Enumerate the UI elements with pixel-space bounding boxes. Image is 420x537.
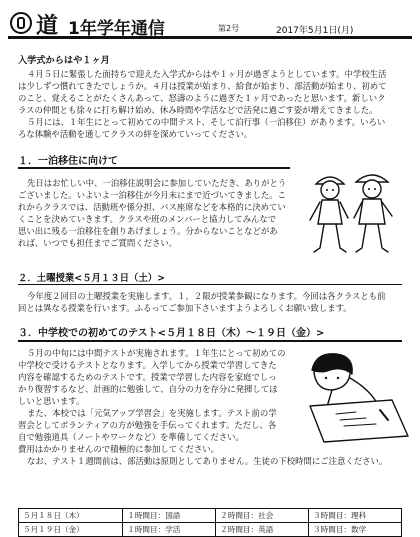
section-underline (18, 340, 402, 342)
paragraph-line: ４月５日に緊張した面持ちで迎えた入学式からはや１ヶ月が過ぎようとしています。中学校生活 (27, 69, 387, 79)
paragraph-line: 習会としてボランティアの方が勉強を手伝ってくれます。ただし、各 (18, 420, 277, 430)
section-heading-first-test: ３．中学校での初めてのテスト<５月１８日（木）～１９日（金）> (18, 328, 325, 339)
paragraph-line: ５月には、１年生にとって初めての中間テスト、そして泊行事（一泊移住）があります。いろい (27, 117, 386, 127)
paragraph-line: ラスの仲間とも徐々に打ち解け始め、休み時間や学活などで活発に過ごす姿が増えてきました。 (18, 105, 378, 115)
issue-number: 第2号 (218, 24, 240, 33)
schedule-period: ２時間目：社会 (216, 509, 309, 523)
newsletter-mark: 道 (36, 14, 60, 39)
paragraph-line: 費用はかかりませんので積極的に参加してください。 (18, 444, 219, 454)
newsletter-title: 1年学年通信 (68, 19, 165, 39)
test-schedule-table (18, 508, 402, 537)
section-underline (18, 284, 402, 285)
paragraph-line: 回とは異なる授業を行います。ふるってご参加下さいますようよろしくお願い致します。 (18, 303, 352, 313)
table-row (19, 509, 402, 523)
paragraph-line: ございました。いよいよ一泊移住が今月末にまで近づいてきました。こ (18, 190, 286, 200)
studying-student-illustration (296, 348, 412, 444)
section-heading-retreat: １．一泊移住に向けて (18, 156, 118, 167)
paragraph-line: なお、テスト１週間前は、部活動は原則としてありません。生徒の下校時間にご注意ください。 (27, 456, 388, 466)
paragraph-line: のこと、覚えることがたくさんあって、怒濤のように過ぎた１ヶ月であったと思います。新しいク (18, 93, 386, 103)
school-emblem-icon (10, 12, 32, 34)
paragraph-line: ５月の中旬には中間テストが実施されます。１年生にとって初めての (27, 348, 286, 358)
saturday-class-body (18, 290, 386, 314)
schedule-date: ５月１８日（木） (19, 509, 123, 523)
paragraph-line: 思い出に残る一泊移住を創りあげましょう。分からないことなどがあ (18, 226, 278, 236)
paragraph-line: 先日はお忙しい中、一泊移住説明会に参加していただき、ありがとう (27, 178, 287, 188)
paragraph-line: かり復習するなど、計画的に勉強して、自分の力を存分に発揮してほ (18, 384, 278, 394)
retreat-body (18, 177, 286, 249)
schedule-period: １時間目：国語 (123, 509, 216, 523)
paragraph-line: は少しずつ慣れてきたでしょうか。４月は授業が始まり、給食が始まり、部活動が始まり、初めて (18, 81, 387, 91)
paragraph-line: 中学校で受けるテストとなります。入学してから授業で学習してきた (18, 360, 277, 370)
schedule-period: ３時間目：理科 (309, 509, 402, 523)
section-heading-saturday-class: ２．土曜授業<５月１３日（土）> (18, 273, 165, 284)
paragraph-line: また、本校では「元気アップ学習会」を実施します。テスト前の学 (27, 408, 277, 418)
issue-date: 2017年5月1日(月) (276, 26, 354, 36)
paragraph-line: しいと思います。 (18, 396, 85, 406)
paragraph-line: ろな体験や活動を通してクラスの絆を深めていってください。 (18, 129, 253, 139)
paragraph-line: 内容を確認するためのテストです。授業で学習した内容を家庭でしっ (18, 372, 277, 382)
paragraph-line: 今年度２回目の土曜授業を実施します。１，２限が授業参観になります。今回は各クラスとも前 (27, 291, 386, 301)
intro-heading: 入学式からはや１ヶ月 (18, 55, 110, 66)
paragraph-line: くことを決めていきます。クラスや班のメンバーと協力してみんなで (18, 214, 277, 224)
hiking-students-illustration (300, 162, 410, 260)
paragraph-line: れからクラスでは、活動班や係分担、バス座席などを本格的に決めてい (18, 202, 286, 212)
schedule-period: １時間目：学活 (123, 523, 216, 537)
schedule-period: ３時間目：数学 (309, 523, 402, 537)
paragraph-line: れば、いつでも担任までご質問ください。 (18, 238, 178, 248)
section-underline (18, 167, 290, 169)
table-row (19, 523, 402, 537)
intro-body (18, 68, 387, 140)
schedule-date: ５月１９日（金） (19, 523, 123, 537)
schedule-period: ２時間目：英語 (216, 523, 309, 537)
paragraph-line: 自で勉強道具（ノートやワークなど）を準備してください。 (18, 432, 244, 442)
